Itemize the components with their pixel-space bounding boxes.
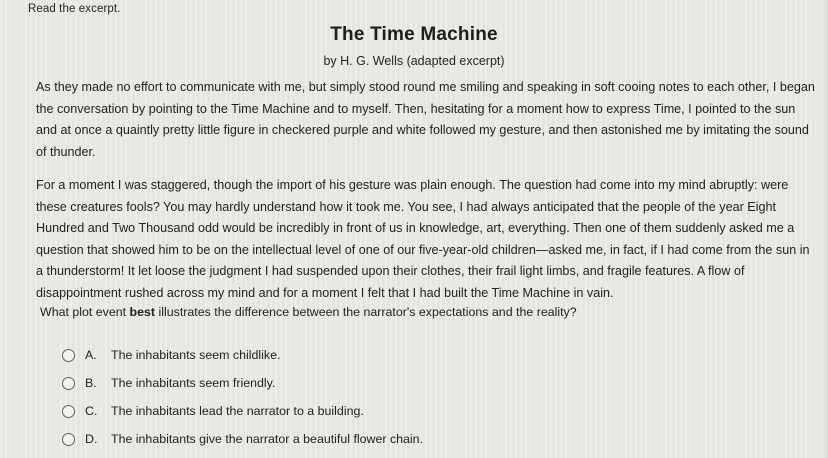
answer-choice-letter: A. [85,348,97,362]
radio-button-icon[interactable] [62,405,75,418]
answer-choice-letter: D. [85,432,98,446]
answer-choice-text: The inhabitants seem childlike. [111,348,281,362]
answer-choice-letter: C. [85,404,98,418]
radio-button-icon[interactable] [62,349,75,362]
question-prefix: What plot event [40,305,130,319]
passage-paragraph: For a moment I was staggered, though the import of his gesture was plain enough. The question had come into my mind abruptly: were these creatures fools? You may hardly understand how it took me. You see, I had always anticipated that the people of the year Eight Hundred and Two Thousand odd would be incredibly in front of us in knowledge, art, everything. Then one of them suddenly asked me a question that showed him to be on the intellectual level of one of our five-year-old children—asked me, in fact, if I had come from the sun in a thunderstorm! It let loose the judgment I had suspended upon their clothes, their frail light limbs, and fragile features. A flow of disappointment rushed across my mind and for a moment I felt that I had built the Time Machine in vain. [36,178,810,300]
question-suffix: illustrates the difference between the narrator's expectations and the reality? [155,305,577,319]
answer-choice-text: The inhabitants lead the narrator to a building. [111,404,364,418]
answer-choice-list [62,341,808,453]
answer-choice-text: The inhabitants seem friendly. [111,376,276,390]
radio-button-icon[interactable] [62,433,75,446]
passage-byline: by H. G. Wells (adapted excerpt) [323,54,505,68]
passage-paragraph: As they made no effort to communicate with me, but simply stood round me smiling and speaking in soft cooing notes to each other, I began the conversation by pointing to the Time Machine and to myself. Then, hesitating for a moment how to express Time, I pointed to the sun and at once a quaintly pretty little figure in checkered purple and white followed my gesture, and then astonished me by imitating the sound of thunder. [36,80,815,159]
answer-choice-text: The inhabitants give the narrator a beautiful flower chain. [111,432,424,446]
answer-choice-c[interactable] [62,397,808,425]
question-emphasis: best [129,305,156,319]
passage-title: The Time Machine [330,24,498,45]
instruction-text: Read the excerpt. [28,3,121,15]
passage-body [36,77,818,314]
answer-choice-letter: B. [85,376,97,390]
radio-button-icon[interactable] [62,377,75,390]
answer-choice-a[interactable] [62,341,808,369]
question-prompt [40,303,808,321]
answer-choice-b[interactable] [62,369,808,397]
answer-choice-d[interactable] [62,425,808,453]
